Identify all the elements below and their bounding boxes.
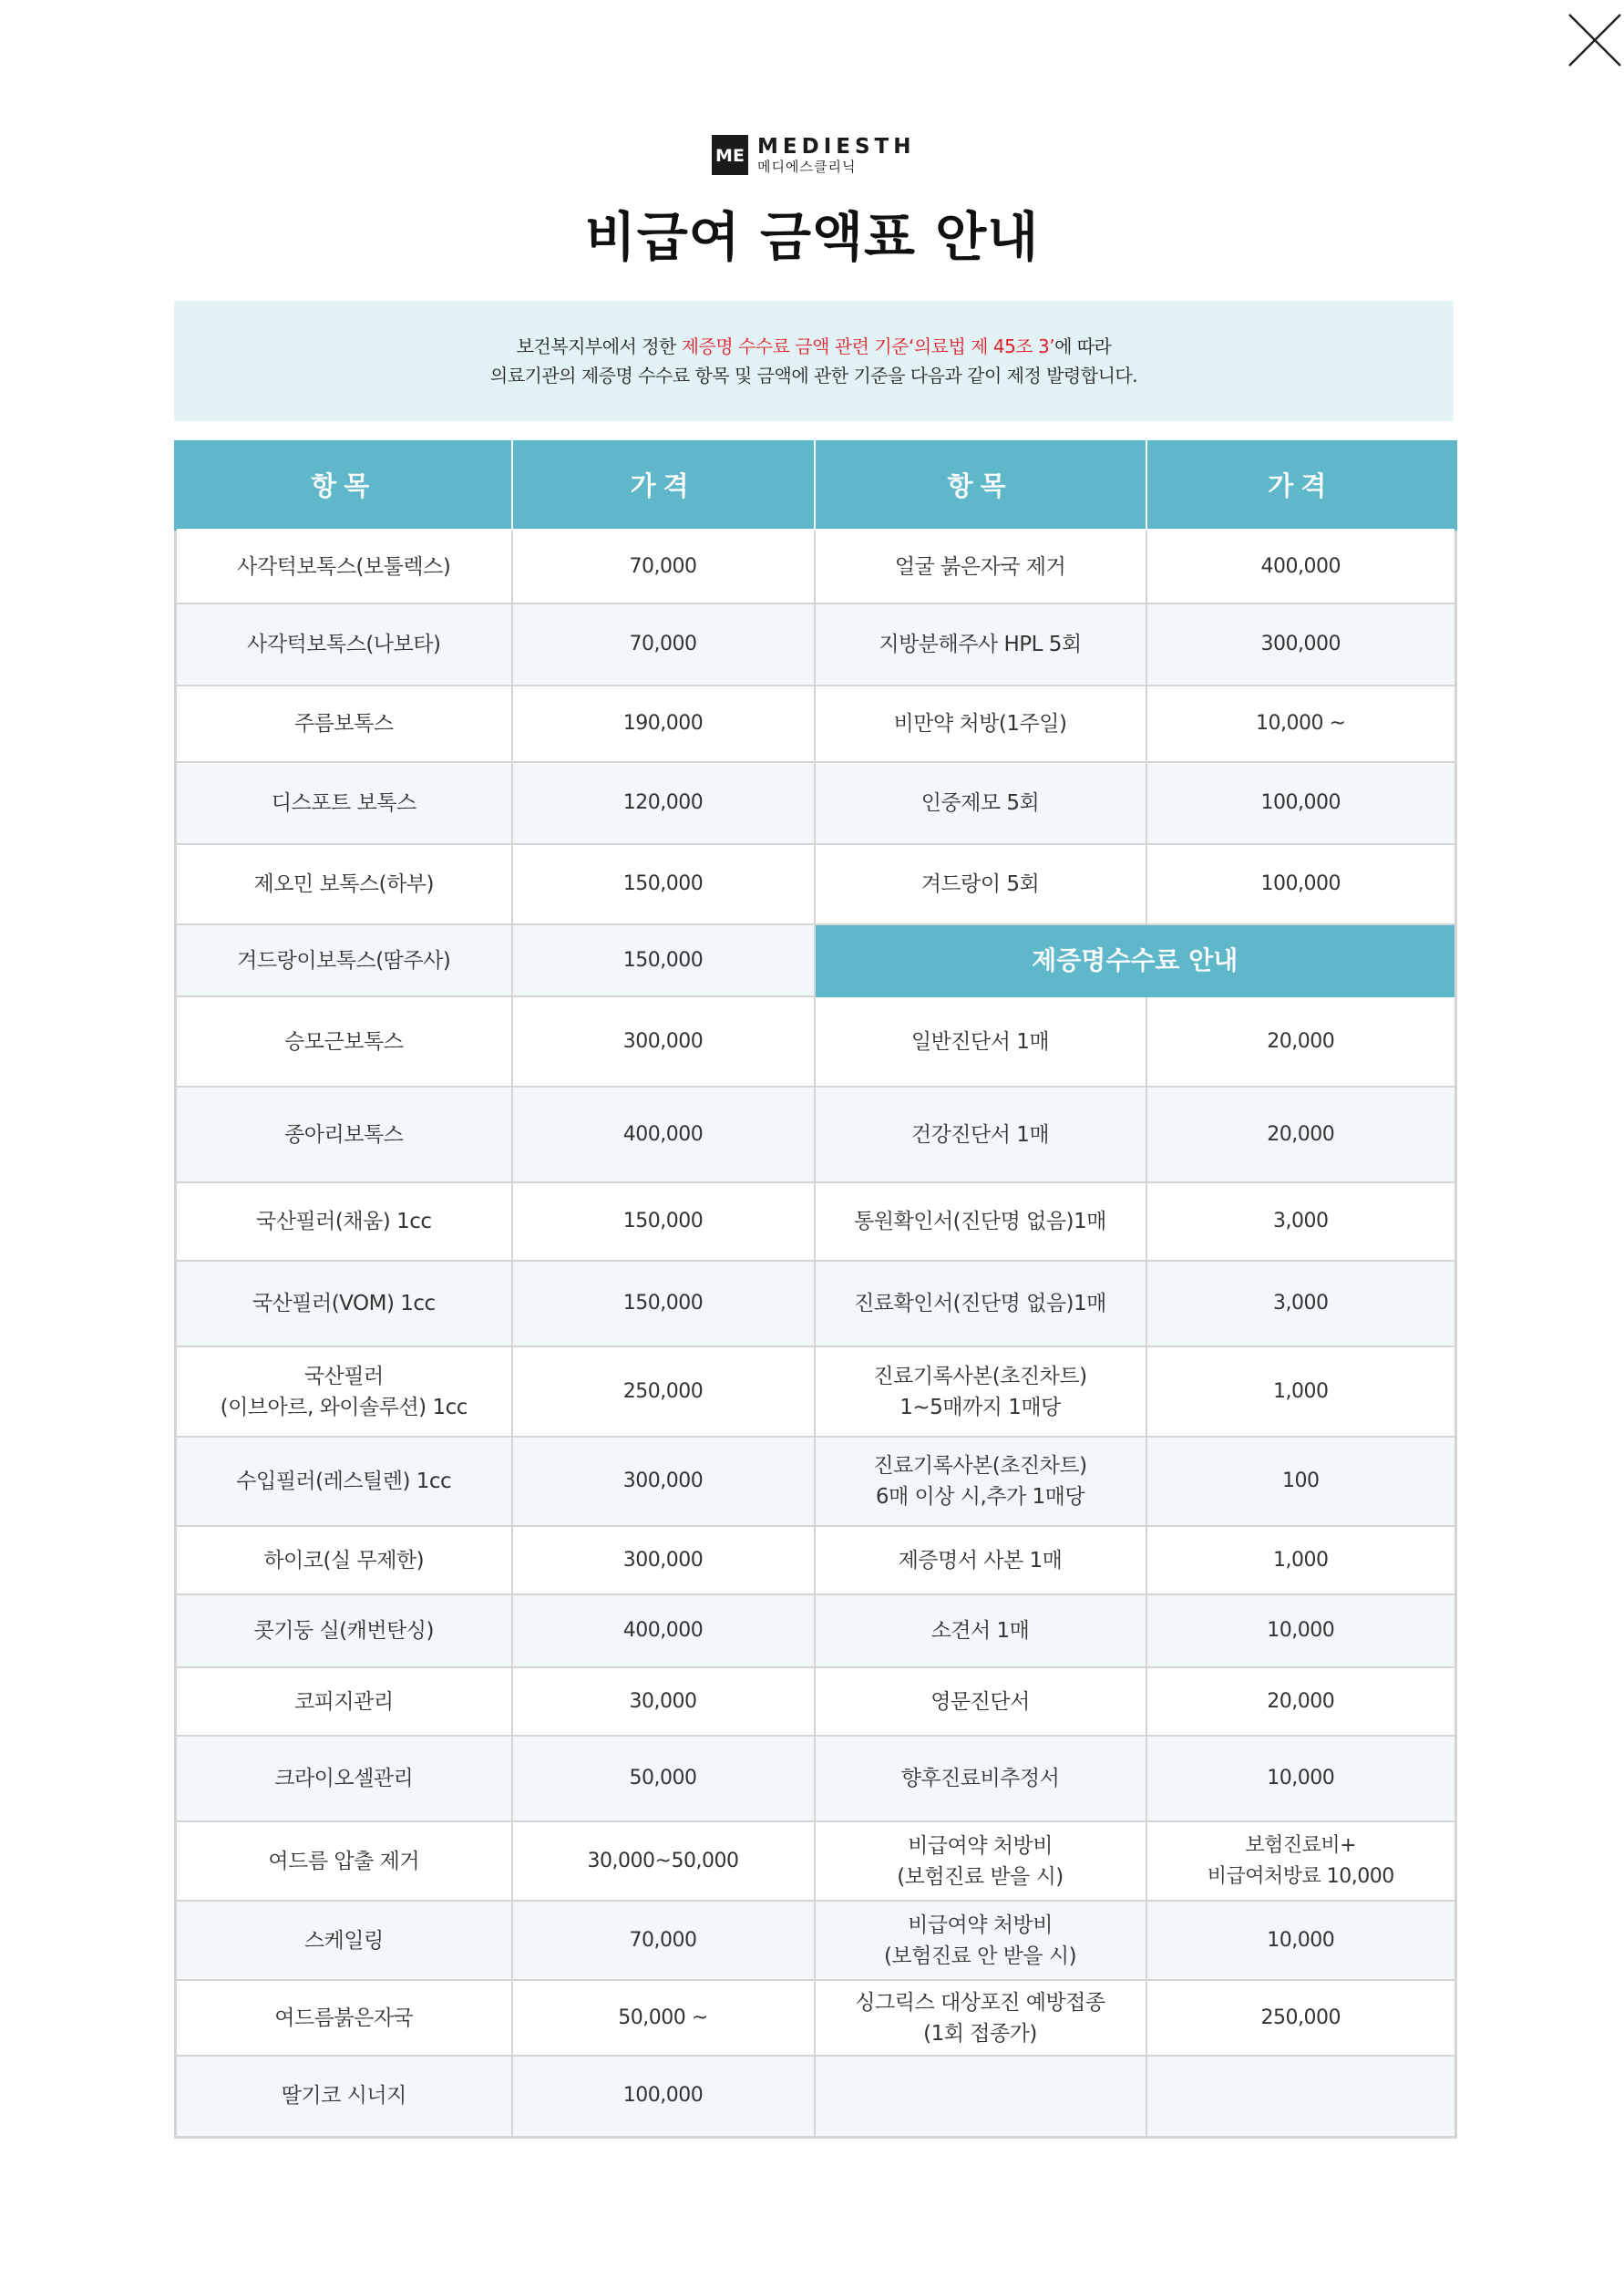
item-price: 150,000 bbox=[512, 1182, 815, 1261]
logo-name-en: MEDIESTH bbox=[757, 135, 916, 159]
table-row bbox=[176, 530, 1456, 603]
item-price: 3,000 bbox=[1146, 1261, 1456, 1346]
item-name: 사각턱보톡스(보툴렉스) bbox=[176, 530, 512, 603]
empty-cell bbox=[815, 2056, 1146, 2137]
table-row bbox=[176, 1736, 1456, 1821]
item-name: 통원확인서(진단명 없음)1매 bbox=[815, 1182, 1146, 1261]
item-name: 얼굴 붉은자국 제거 bbox=[815, 530, 1146, 603]
item-name: 건강진단서 1매 bbox=[815, 1087, 1146, 1182]
item-name: 향후진료비추정서 bbox=[815, 1736, 1146, 1821]
table-row bbox=[176, 1667, 1456, 1736]
item-price: 120,000 bbox=[512, 762, 815, 844]
table-row bbox=[176, 2056, 1456, 2137]
notice-highlight: 제증명 수수료 금액 관련 기준‘의료법 제 45조 3’ bbox=[681, 335, 1055, 357]
item-price: 50,000 bbox=[512, 1736, 815, 1821]
close-icon bbox=[1566, 11, 1624, 69]
table-header-row bbox=[176, 440, 1456, 530]
item-name: 비급여약 처방비 (보험진료 안 받을 시) bbox=[815, 1901, 1146, 1980]
item-name: 싱그릭스 대상포진 예방접종 (1회 접종가) bbox=[815, 1980, 1146, 2056]
item-price: 10,000 ~ bbox=[1146, 686, 1456, 762]
item-name: 지방분해주사 HPL 5회 bbox=[815, 603, 1146, 686]
table-row bbox=[176, 844, 1456, 924]
item-price: 1,000 bbox=[1146, 1346, 1456, 1437]
item-name: 진료기록사본(초진차트) 6매 이상 시,추가 1매당 bbox=[815, 1437, 1146, 1526]
table-row bbox=[176, 686, 1456, 762]
item-name: 종아리보톡스 bbox=[176, 1087, 512, 1182]
item-price: 보험진료비+ 비급여처방료 10,000 bbox=[1146, 1821, 1456, 1901]
item-name: 사각턱보톡스(나보타) bbox=[176, 603, 512, 686]
item-price: 20,000 bbox=[1146, 1087, 1456, 1182]
item-name: 영문진단서 bbox=[815, 1667, 1146, 1736]
item-name: 크라이오셀관리 bbox=[176, 1736, 512, 1821]
item-price: 3,000 bbox=[1146, 1182, 1456, 1261]
item-price: 300,000 bbox=[512, 1526, 815, 1594]
item-name: 디스포트 보톡스 bbox=[176, 762, 512, 844]
table-row bbox=[176, 1182, 1456, 1261]
header-price-right: 가격 bbox=[1146, 440, 1456, 530]
item-price: 400,000 bbox=[512, 1087, 815, 1182]
table-row bbox=[176, 1437, 1456, 1526]
item-name: 겨드랑이 5회 bbox=[815, 844, 1146, 924]
item-price: 10,000 bbox=[1146, 1594, 1456, 1667]
item-name: 국산필러(VOM) 1cc bbox=[176, 1261, 512, 1346]
item-name: 인중제모 5회 bbox=[815, 762, 1146, 844]
logo-name-ko: 메디에스클리닉 bbox=[757, 159, 857, 175]
item-price: 300,000 bbox=[512, 996, 815, 1087]
logo-mark-icon bbox=[712, 135, 748, 175]
table-row bbox=[176, 1261, 1456, 1346]
table-row bbox=[176, 924, 1456, 996]
page-title: 비급여 금액표 안내 bbox=[584, 206, 1040, 268]
item-name: 수입필러(레스틸렌) 1cc bbox=[176, 1437, 512, 1526]
item-price: 100,000 bbox=[512, 2056, 815, 2137]
header-item-right: 항목 bbox=[815, 440, 1146, 530]
item-name: 일반진단서 1매 bbox=[815, 996, 1146, 1087]
item-price: 70,000 bbox=[512, 530, 815, 603]
item-price: 250,000 bbox=[512, 1346, 815, 1437]
item-name: 주름보톡스 bbox=[176, 686, 512, 762]
header-item-left: 항목 bbox=[176, 440, 512, 530]
item-name: 승모근보톡스 bbox=[176, 996, 512, 1087]
header-price-left: 가격 bbox=[512, 440, 815, 530]
brand-logo bbox=[712, 133, 915, 177]
item-price: 10,000 bbox=[1146, 1901, 1456, 1980]
table-row bbox=[176, 1087, 1456, 1182]
item-price: 190,000 bbox=[512, 686, 815, 762]
item-name: 국산필러(채움) 1cc bbox=[176, 1182, 512, 1261]
item-price: 1,000 bbox=[1146, 1526, 1456, 1594]
table-row bbox=[176, 603, 1456, 686]
table-row bbox=[176, 1821, 1456, 1901]
item-price: 70,000 bbox=[512, 603, 815, 686]
item-name: 여드름 압출 제거 bbox=[176, 1821, 512, 1901]
item-name: 여드름붉은자국 bbox=[176, 1980, 512, 2056]
item-name: 코피지관리 bbox=[176, 1667, 512, 1736]
item-price: 400,000 bbox=[1146, 530, 1456, 603]
item-name: 콧기둥 실(캐번탄싱) bbox=[176, 1594, 512, 1667]
item-name: 스케일링 bbox=[176, 1901, 512, 1980]
certificate-fee-section-header: 제증명수수료 안내 bbox=[815, 924, 1456, 996]
item-price: 150,000 bbox=[512, 1261, 815, 1346]
item-price: 250,000 bbox=[1146, 1980, 1456, 2056]
svg-text:ME: ME bbox=[715, 146, 745, 166]
table-row bbox=[176, 1526, 1456, 1594]
item-price: 50,000 ~ bbox=[512, 1980, 815, 2056]
item-price: 400,000 bbox=[512, 1594, 815, 1667]
table-row bbox=[176, 762, 1456, 844]
item-price: 150,000 bbox=[512, 924, 815, 996]
item-price: 10,000 bbox=[1146, 1736, 1456, 1821]
item-name: 딸기코 시너지 bbox=[176, 2056, 512, 2137]
notice-box bbox=[174, 301, 1454, 421]
item-name: 진료기록사본(초진차트) 1~5매까지 1매당 bbox=[815, 1346, 1146, 1437]
item-price: 150,000 bbox=[512, 844, 815, 924]
item-name: 하이코(실 무제한) bbox=[176, 1526, 512, 1594]
close-button[interactable] bbox=[1566, 11, 1624, 69]
table-row bbox=[176, 1980, 1456, 2056]
item-price: 100,000 bbox=[1146, 844, 1456, 924]
item-name: 비만약 처방(1주일) bbox=[815, 686, 1146, 762]
item-price: 30,000 bbox=[512, 1667, 815, 1736]
notice-line-1: 보건복지부에서 정한 제증명 수수료 금액 관련 기준‘의료법 제 45조 3’에 따라 bbox=[516, 335, 1112, 357]
price-table bbox=[174, 440, 1457, 2139]
item-name: 겨드랑이보톡스(땀주사) bbox=[176, 924, 512, 996]
item-name: 제오민 보톡스(하부) bbox=[176, 844, 512, 924]
item-name: 비급여약 처방비 (보험진료 받을 시) bbox=[815, 1821, 1146, 1901]
item-name: 진료확인서(진단명 없음)1매 bbox=[815, 1261, 1146, 1346]
item-price: 100 bbox=[1146, 1437, 1456, 1526]
item-price: 300,000 bbox=[1146, 603, 1456, 686]
table-row bbox=[176, 1594, 1456, 1667]
table-row bbox=[176, 996, 1456, 1087]
item-price: 300,000 bbox=[512, 1437, 815, 1526]
item-price: 20,000 bbox=[1146, 996, 1456, 1087]
item-price: 20,000 bbox=[1146, 1667, 1456, 1736]
item-price: 70,000 bbox=[512, 1901, 815, 1980]
item-name: 국산필러 (이브아르, 와이솔루션) 1cc bbox=[176, 1346, 512, 1437]
item-price: 30,000~50,000 bbox=[512, 1821, 815, 1901]
item-price: 100,000 bbox=[1146, 762, 1456, 844]
item-name: 제증명서 사본 1매 bbox=[815, 1526, 1146, 1594]
table-row bbox=[176, 1346, 1456, 1437]
item-name: 소견서 1매 bbox=[815, 1594, 1146, 1667]
table-row bbox=[176, 1901, 1456, 1980]
empty-cell bbox=[1146, 2056, 1456, 2137]
notice-line-2: 의료기관의 제증명 수수료 항목 및 금액에 관한 기준을 다음과 같이 제정 발령합니다. bbox=[489, 365, 1138, 387]
